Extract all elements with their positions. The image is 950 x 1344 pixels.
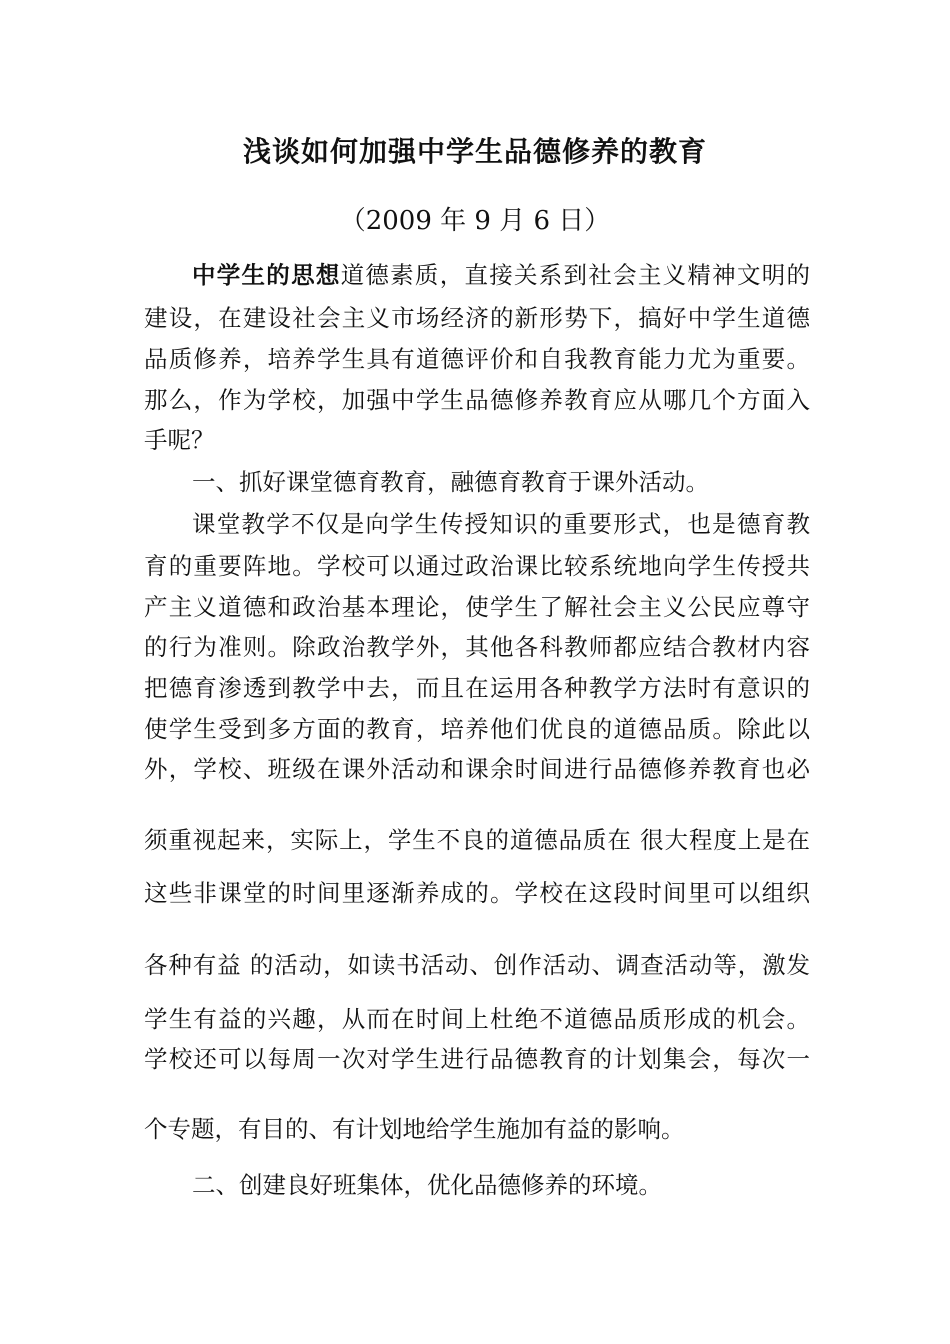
section-1-line: 外，学校、班级在课外活动和课余时间进行品德修养教育也必 [144,755,810,783]
intro-line-3: 品质修养，培养学生具有道德评价和自我教育能力尤为重要。 [144,345,810,373]
section-1-line: 把德育渗透到教学中去，而且在运用各种教学方法时有意识的 [144,674,810,702]
intro-line-1 [144,260,810,290]
section-2-heading: 二、创建良好班集体，优化品德修养的环境。 [192,1171,662,1199]
section-1-line: 学生有益的兴趣，从而在时间上杜绝不道德品质形成的机会。 [144,1005,810,1033]
intro-line-4: 那么，作为学校，加强中学生品德修养教育应从哪几个方面入 [144,386,810,414]
section-1-line: 育的重要阵地。学校可以通过政治课比较系统地向学生传授共 [144,552,810,580]
section-1-heading: 一、抓好课堂德育教育，融德育教育于课外活动。 [192,468,709,496]
intro-line-1-text: 道德素质，直接关系到社会主义精神文明的 [340,261,810,289]
intro-line-5: 手呢？ [144,426,215,454]
intro-bold-lead: 中学生的思想 [192,261,341,289]
document-date: （2009 年 9 月 6 日） [339,206,611,236]
section-1-line: 课堂教学不仅是向学生传授知识的重要形式，也是德育教 [192,510,810,538]
section-1-line: 个专题，有目的、有计划地给学生施加有益的影响。 [144,1115,685,1143]
section-1-line: 学校还可以每周一次对学生进行品德教育的计划集会，每次一 [144,1045,810,1073]
intro-line-2: 建设，在建设社会主义市场经济的新形势下，搞好中学生道德 [144,304,810,332]
section-1-line: 的行为准则。除政治教学外，其他各科教师都应结合教材内容 [144,633,810,661]
section-1-line: 使学生受到多方面的教育，培养他们优良的道德品质。除此以 [144,715,810,743]
section-1-line: 各种有益 的活动，如读书活动、创作活动、调查活动等，激发 [144,951,810,979]
section-1-line: 须重视起来，实际上，学生不良的道德品质在 很大程度上是在 [144,826,810,854]
document-title: 浅谈如何加强中学生品德修养的教育 [242,135,707,168]
section-1-line: 这些非课堂的时间里逐渐养成的。学校在这段时间里可以组织 [144,879,810,907]
section-1-line: 产主义道德和政治基本理论，使学生了解社会主义公民应尊守 [144,593,810,621]
